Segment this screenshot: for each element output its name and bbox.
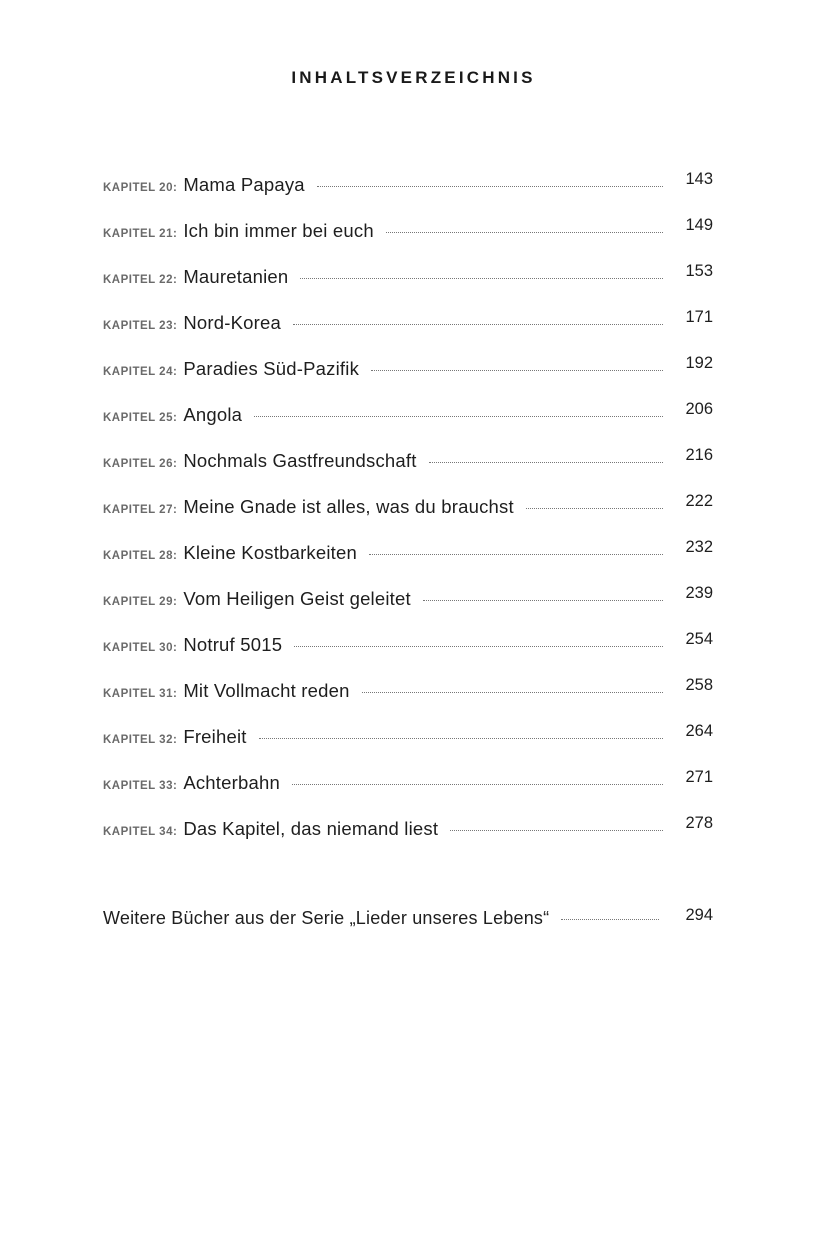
toc-entry[interactable] (103, 814, 713, 864)
toc-entry-page: 232 (685, 538, 713, 556)
dot-leader (292, 784, 663, 785)
toc-entry-label: KAPITEL 20: (103, 182, 178, 194)
dot-leader (254, 416, 663, 417)
toc-entry-title: Mauretanien (183, 266, 289, 287)
toc-entry-label: KAPITEL 25: (103, 412, 178, 424)
toc-entry-label: KAPITEL 22: (103, 274, 178, 286)
toc-entry[interactable] (103, 768, 713, 818)
toc-entry[interactable] (103, 170, 713, 220)
toc-entry-title: Angola (183, 404, 243, 425)
toc-entry-page: 264 (685, 722, 713, 740)
toc-entry-title: Weitere Bücher aus der Serie „Lieder unseres Lebens“ (103, 908, 550, 928)
toc-entry-label: KAPITEL 28: (103, 550, 178, 562)
toc-entry-page: 153 (685, 262, 713, 280)
toc-entry-page: 258 (685, 676, 713, 694)
toc-entry[interactable] (103, 492, 713, 542)
toc-entry-label: KAPITEL 27: (103, 504, 178, 516)
dot-leader (371, 370, 663, 371)
toc-entry-title: Meine Gnade ist alles, was du brauchst (183, 496, 514, 517)
dot-leader (259, 738, 663, 739)
toc-entry-page: 294 (685, 906, 713, 924)
toc-entry-label: KAPITEL 34: (103, 826, 178, 838)
toc-entry[interactable] (103, 538, 713, 588)
toc-entry-page: 278 (685, 814, 713, 832)
toc-entry-label: KAPITEL 33: (103, 780, 178, 792)
toc-entry-label: KAPITEL 29: (103, 596, 178, 608)
toc-entry-page: 171 (685, 308, 713, 326)
dot-leader (561, 919, 659, 920)
toc-heading: INHALTSVERZEICHNIS (291, 68, 536, 87)
toc-entry[interactable] (103, 584, 713, 634)
toc-entry-title: Mit Vollmacht reden (183, 680, 350, 701)
toc-entry-title: Paradies Süd-Pazifik (183, 358, 360, 379)
toc-entry-page: 239 (685, 584, 713, 602)
dot-leader (386, 232, 663, 233)
toc-entry[interactable] (103, 630, 713, 680)
toc-entry-label: KAPITEL 32: (103, 734, 178, 746)
dot-leader (294, 646, 663, 647)
dot-leader (450, 830, 663, 831)
toc-entry-title: Das Kapitel, das niemand liest (183, 818, 439, 839)
toc-entry-title: Achterbahn (183, 772, 280, 793)
toc-entry[interactable] (103, 262, 713, 312)
toc-entry-title: Notruf 5015 (183, 634, 283, 655)
toc-entry[interactable] (103, 308, 713, 358)
dot-leader (300, 278, 663, 279)
dot-leader (526, 508, 663, 509)
toc-entry[interactable] (103, 446, 713, 496)
toc-entry-page: 222 (685, 492, 713, 510)
dot-leader (423, 600, 663, 601)
toc-entry-page: 216 (685, 446, 713, 464)
toc-entry[interactable] (103, 216, 713, 266)
toc-entry-page: 149 (685, 216, 713, 234)
toc-entry-title: Kleine Kostbarkeiten (183, 542, 358, 563)
toc-entry-page: 206 (685, 400, 713, 418)
toc-entry-page: 254 (685, 630, 713, 648)
toc-entry-extra[interactable] (103, 908, 713, 938)
toc-entry-label: KAPITEL 30: (103, 642, 178, 654)
toc-entry-label: KAPITEL 24: (103, 366, 178, 378)
toc-entry-title: Freiheit (183, 726, 247, 747)
toc-entry[interactable] (103, 722, 713, 772)
toc-entry-page: 271 (685, 768, 713, 786)
toc-entry-label: KAPITEL 21: (103, 228, 178, 240)
toc-entry[interactable] (103, 676, 713, 726)
dot-leader (317, 186, 663, 187)
toc-entry-page: 143 (685, 170, 713, 188)
toc-list (103, 170, 713, 864)
toc-entry-label: KAPITEL 31: (103, 688, 178, 700)
toc-entry-title: Mama Papaya (183, 174, 305, 195)
toc-entry-label: KAPITEL 26: (103, 458, 178, 470)
dot-leader (429, 462, 663, 463)
toc-entry-title: Ich bin immer bei euch (183, 220, 374, 241)
toc-entry[interactable] (103, 354, 713, 404)
toc-entry-title: Vom Heiligen Geist geleitet (183, 588, 411, 609)
dot-leader (369, 554, 663, 555)
dot-leader (362, 692, 663, 693)
toc-entry[interactable] (103, 400, 713, 450)
toc-entry-title: Nochmals Gastfreundschaft (183, 450, 417, 471)
dot-leader (293, 324, 663, 325)
toc-entry-title: Nord-Korea (183, 312, 281, 333)
toc-entry-page: 192 (685, 354, 713, 372)
toc-entry-label: KAPITEL 23: (103, 320, 178, 332)
